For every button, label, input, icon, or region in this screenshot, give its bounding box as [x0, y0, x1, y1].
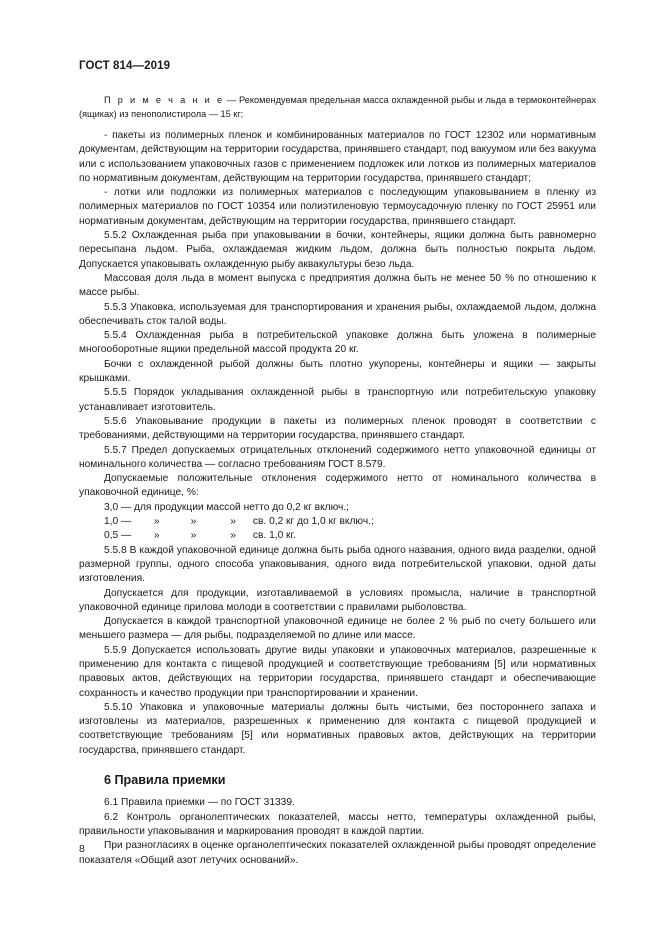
paragraph: 5.5.3 Упаковка, используемая для транспортирования и хранения рыбы, охлаждаемой льдом, должна обеспечивать сток талой воды. [79, 301, 596, 327]
paragraph: 6.2 Контроль органолептических показателей, массы нетто, температуры охлажденной рыбы, правильности упаковывания и маркирования проводят в каждой партии. [79, 811, 596, 837]
note-paragraph [79, 94, 596, 121]
tolerance-line: 0,5 — » » » св. 1,0 кг. [104, 530, 296, 542]
tolerance-line: 1,0 — » » » св. 0,2 кг до 1,0 кг включ.; [104, 516, 374, 528]
paragraph: 5.5.6 Упаковывание продукции в пакеты из полимерных пленок проводят в соответствии с требованиями, действующими на территории государства, принявшего стандарт. [79, 415, 596, 442]
paragraph: 5.5.8 В каждой упаковочной единице должна быть рыба одного названия, одного вида разделки, одной размерной группы, одного способа упаковывания, одного вида потребительской упаковки, одной даты изготовления. [79, 544, 596, 585]
page-number: 8 [79, 843, 85, 855]
paragraph: 5.5.5 Порядок укладывания охлажденной рыбы в транспортную или потребительскую упаковку устанавливает изготовитель. [79, 387, 596, 413]
paragraph: Бочки с охлажденной рыбой должны быть плотно укупорены, контейнеры и ящики — закрыты крышками. [79, 358, 596, 385]
paragraph: Массовая доля льда в момент выпуска с предприятия должна быть не менее 50 % по отношению к массе рыбы. [79, 272, 596, 299]
paragraph: Допускается для продукции, изготавливаемой в условиях промысла, наличие в транспортной упаковочной единице прилова молоди в соответствии с правилами рыболовства. [79, 587, 596, 613]
paragraph: 5.5.9 Допускается использовать другие виды упаковки и упаковочных материалов, разрешенные к применению для контакта с пищевой продукцией и соответствующие требованиям [5] или нормативных правовых актов, действующих на территории государства, принявшего стандарт и обеспечивающие сохранность и качество продукции при транспортировании и хранении. [79, 644, 596, 699]
page-content [79, 94, 596, 868]
paragraph: 5.5.2 Охлажденная рыба при упаковывании в бочки, контейнеры, ящики должна быть равномерно пересыпана льдом. Рыба, охлаждаемая жидким льдом, должна быть полностью покрыта льдом. Допускается упаковывать охлажденную рыбу аквакультуры безо льда. [79, 230, 596, 270]
note-text: — Рекомендуемая предельная масса охлажденной рыбы и льда в термоконтейнерах (ящиках) из пенополистирола — 15 кг; [79, 95, 596, 119]
tolerance-line: 3,0 — для продукции массой нетто до 0,2 кг включ.; [104, 501, 349, 513]
note-label: П р и м е ч а н и е [104, 95, 225, 105]
paragraph: 5.5.4 Охлажденная рыба в потребительской упаковке должна быть уложена в полимерные многооборотные ящики предельной массой продукта 20 кг. [79, 330, 596, 356]
paragraph: Допускается в каждой транспортной упаковочной единице не более 2 % рыб по счету большего или меньшего размера — для рыбы, подразделяемой по длине или массе. [79, 616, 596, 642]
document-header: ГОСТ 814—2019 [79, 60, 171, 72]
paragraph: - лотки или подложки из полимерных материалов с последующим упаковыванием в пленку из полимерных материалов по ГОСТ 10354 или полиэтиленовую термоусадочную пленку по ГОСТ 25951 или нормативным документам, действующим на территории государства, принявшего стандарт. [79, 187, 596, 227]
paragraph: При разногласиях в оценке органолептических показателей охлажденной рыбы проводят определение показателя «Общий азот летучих оснований». [79, 840, 596, 866]
paragraph: Допускаемые положительные отклонения содержимого нетто от номинального количества в упаковочной единице, %: [79, 473, 596, 499]
section-heading: 6 Правила приемки [104, 773, 226, 788]
paragraph: 5.5.7 Предел допускаемых отрицательных отклонений содержимого нетто упаковочной единицы от номинального количества — согласно требованиям ГОСТ 8.579. [79, 444, 596, 470]
paragraph: 5.5.10 Упаковка и упаковочные материалы должны быть чистыми, без постороннего запаха и изготовлены из материалов, разрешенных к применению для контакта с пищевой продукцией и соответствующие требованиям [5] или нормативных правовых актов, действующих на территории государства, принявшего стандарт. [79, 701, 596, 756]
paragraph: - пакеты из полимерных пленок и комбинированных материалов по ГОСТ 12302 или нормативным документам, действующим на территории государства, принявшего стандарт, под вакуумом или без вакуума или с использованием упаковочных газов с применением подложек или лотков из полимерных материалов по нормативным документам, действующим на территории государства, принявшего стандарт; [79, 130, 596, 184]
paragraph: 6.1 Правила приемки — по ГОСТ 31339. [104, 797, 295, 809]
